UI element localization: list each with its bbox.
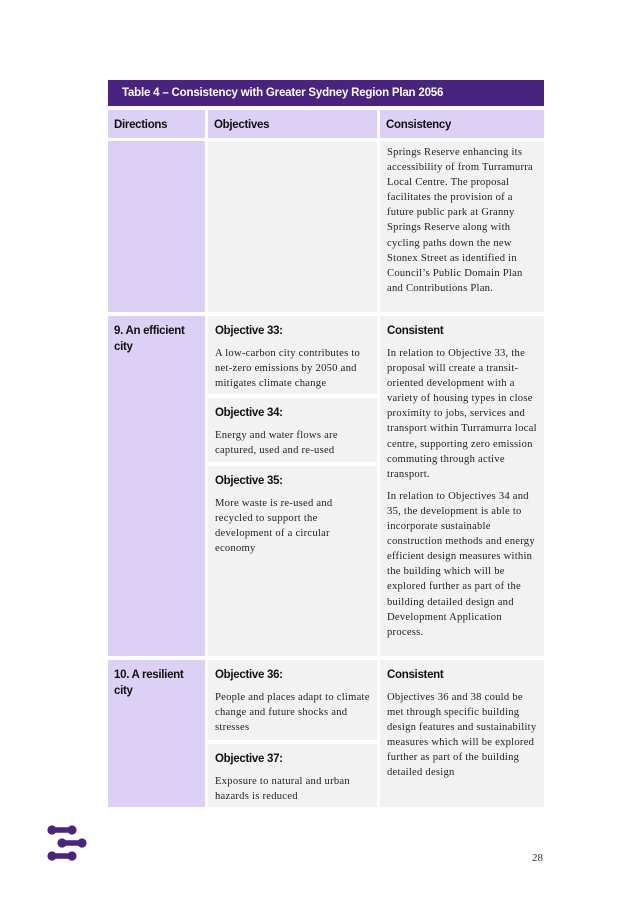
continuation-consistency-cell [380, 141, 544, 312]
continuation-direction-cell [108, 141, 205, 312]
page-number: 28 [532, 852, 543, 864]
consistency-heading: Consistent [387, 325, 444, 337]
direction-cell [108, 316, 205, 656]
header-consistency: Consistency [380, 110, 544, 138]
objective-cell [208, 316, 377, 394]
continuation-objective-cell [208, 141, 377, 312]
objective-text: Exposure to natural and urban hazards is reduced [215, 776, 350, 803]
objective-cell [208, 660, 377, 740]
objective-text: People and places adapt to climate change and future shocks and stresses [215, 692, 370, 734]
consistency-heading: Consistent [387, 669, 444, 681]
objective-heading: Objective 35: [215, 475, 283, 487]
consistency-paragraph: In relation to Objectives 34 and 35, the development is able to incorporate sustainable construction methods and energy efficient design measures within the building which will be explored further as part of the building detailed design and Development Application process. [387, 490, 535, 638]
objective-text: More waste is re-used and recycled to support the development of a circular economy [215, 498, 333, 555]
header-directions: Directions [108, 110, 205, 138]
header-objectives: Objectives [208, 110, 377, 138]
direction-cell [108, 660, 205, 807]
objective-text: A low-carbon city contributes to net-zero emissions by 2050 and mitigates climate change [215, 348, 361, 390]
objective-cell [208, 744, 377, 807]
objective-heading: Objective 33: [215, 325, 283, 337]
objective-heading: Objective 34: [215, 407, 283, 419]
table-title: Table 4 – Consistency with Greater Sydney Region Plan 2056 [108, 80, 544, 106]
consistency-cell [380, 660, 544, 807]
consistency-paragraph: Objectives 36 and 38 could be met through specific building design features and sustainability measures which will be explored further as part of the building detailed design [387, 692, 537, 779]
brand-logo-icon [46, 824, 90, 864]
objective-heading: Objective 37: [215, 753, 283, 765]
objective-text: Energy and water flows are captured, used and re-used [215, 430, 338, 457]
objective-cell [208, 398, 377, 462]
direction-label: 9. An efficient city [114, 325, 185, 353]
objective-cell [208, 466, 377, 656]
direction-label: 10. A resilient city [114, 669, 184, 697]
consistency-cell [380, 316, 544, 656]
continuation-text: Springs Reserve enhancing its accessibility of from Turramurra Local Centre. The proposal facilitates the provision of a future public park at Granny Springs Reserve along with cycling paths down the new Stonex Street as identified in Council’s Public Domain Plan and Contributions Plan. [387, 147, 533, 294]
consistency-paragraph: In relation to Objective 33, the proposal will create a transit-oriented development with a variety of housing types in close proximity to jobs, services and transport within Turramurra local centre, supporting zero emission commuting through active transport. [387, 348, 537, 480]
objective-heading: Objective 36: [215, 669, 283, 681]
